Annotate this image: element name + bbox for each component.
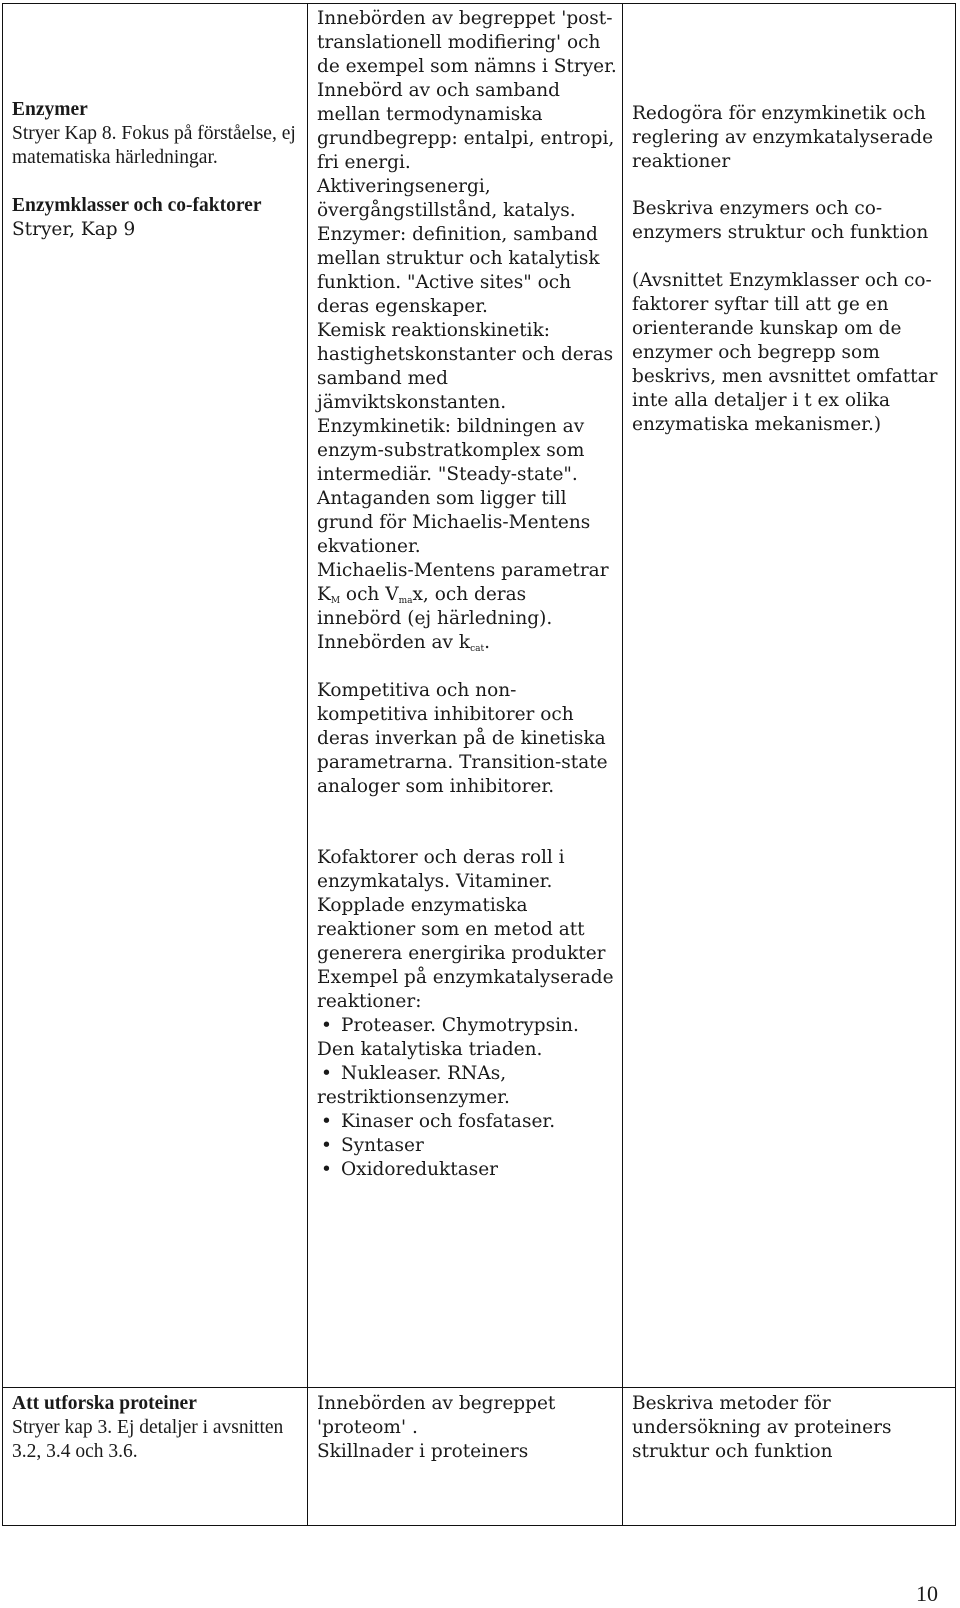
goal-cell-proteiner bbox=[632, 1392, 950, 1464]
paragraph-cofactors: Kofaktorer och deras roll i enzymkatalys. Vitaminer. bbox=[317, 847, 565, 892]
topic-title-2: Enzymklasser och co-faktorer bbox=[12, 195, 262, 216]
example-list bbox=[317, 1014, 617, 1182]
list-item: restriktionsenzymer. bbox=[317, 1087, 510, 1108]
list-item: • Proteaser. Chymotrypsin. bbox=[317, 1014, 617, 1038]
content-cell-enzymer bbox=[317, 7, 617, 1182]
goal-protein-methods: Beskriva metoder för undersökning av proteiners struktur och funktion bbox=[632, 1393, 892, 1462]
paragraph-ptm: Innebörden av begreppet 'post-translationell modifiering' och de exempel som nämns i Stryer. bbox=[317, 8, 617, 77]
topic-cell-enzymer bbox=[12, 98, 302, 242]
paragraph-enzyme-definition: Enzymer: definition, samband mellan struktur och katalytisk funktion. "Active sites" och deras egenskaper. bbox=[317, 224, 600, 317]
paragraph-michaelis-parameters: Michaelis-Mentens parametrar $K_M$ och $V_{ma}x$, och deras innebörd (ej härledning). Innebörden av $k_{cat}$. bbox=[317, 560, 609, 654]
paragraph-activation: Aktiveringsenergi, övergångstillstånd, katalys. bbox=[317, 176, 576, 221]
list-item: • Syntaser bbox=[317, 1134, 617, 1158]
topic-subtitle: Stryer Kap 8. Fokus på förståelse, ej matematiska härledningar. bbox=[12, 123, 296, 168]
list-item: • Oxidoreduktaser bbox=[317, 1158, 617, 1182]
paragraph-inhibitors: Kompetitiva och non-kompetitiva inhibitorer och deras inverkan på de kinetiska parametrarna. Transition-state analoger som inhibitorer. bbox=[317, 680, 608, 797]
goal-note: (Avsnittet Enzymklasser och co-faktorer syftar till att ge en orienterande kunskap om de enzymer och begrepp som beskrivs, men avsnittet omfattar inte alla detaljer i t ex olika enzymatiska mekanismer.) bbox=[632, 270, 938, 435]
topic-subtitle-2: Stryer, Kap 9 bbox=[12, 219, 136, 240]
topic-title-3: Att utforska proteiner bbox=[12, 1393, 197, 1414]
page-number: 10 bbox=[916, 1581, 938, 1606]
paragraph-thermodynamics: Innebörd av och samband mellan termodynamiska grundbegrepp: entalpi, entropi, fri energi. bbox=[317, 80, 615, 173]
goal-enzyme-kinetics: Redogöra för enzymkinetik och reglering av enzymkatalyserade reaktioner bbox=[632, 103, 934, 172]
goal-cell-enzymer bbox=[632, 102, 950, 437]
list-item: Den katalytiska triaden. bbox=[317, 1039, 543, 1060]
curriculum-table bbox=[2, 3, 956, 1526]
column-divider-2 bbox=[622, 4, 623, 1525]
paragraph-examples: Exempel på enzymkatalyserade reaktioner: • Proteaser. Chymotrypsin. Den katalytiska triaden. • Nukleaser. RNAs, restriktionsenzymer. • Kinaser och fosfataser. • Syntaser • Oxidoreduktaser bbox=[317, 966, 617, 1182]
goal-enzyme-structure: Beskriva enzymers och co-enzymers struktur och funktion bbox=[632, 198, 929, 243]
paragraph-enzyme-kinetics: Enzymkinetik: bildningen av enzym-substratkomplex som intermediär. "Steady-state". Antaganden som ligger till grund för Michaelis-Mentens ekvationer. bbox=[317, 416, 591, 557]
column-divider-1 bbox=[307, 4, 308, 1525]
paragraph-reaction-kinetics: Kemisk reaktionskinetik: hastighetskonstanter och deras samband med jämviktskonstanten. bbox=[317, 320, 614, 413]
topic-title: Enzymer bbox=[12, 99, 88, 120]
row-divider bbox=[3, 1387, 955, 1388]
topic-cell-proteiner bbox=[12, 1392, 302, 1464]
paragraph-coupled-reactions: Kopplade enzymatiska reaktioner som en metod att generera energirika produkter bbox=[317, 895, 606, 964]
content-cell-proteiner bbox=[317, 1392, 617, 1464]
paragraph-proteom: Innebörden av begreppet 'proteom' . bbox=[317, 1393, 556, 1438]
list-item: • Kinaser och fosfataser. bbox=[317, 1110, 617, 1134]
list-item: • Nukleaser. RNAs, bbox=[317, 1062, 617, 1086]
paragraph-protein-differences: Skillnader i proteiners bbox=[317, 1441, 529, 1462]
topic-subtitle-3: Stryer kap 3. Ej detaljer i avsnitten 3.2, 3.4 och 3.6. bbox=[12, 1417, 284, 1462]
